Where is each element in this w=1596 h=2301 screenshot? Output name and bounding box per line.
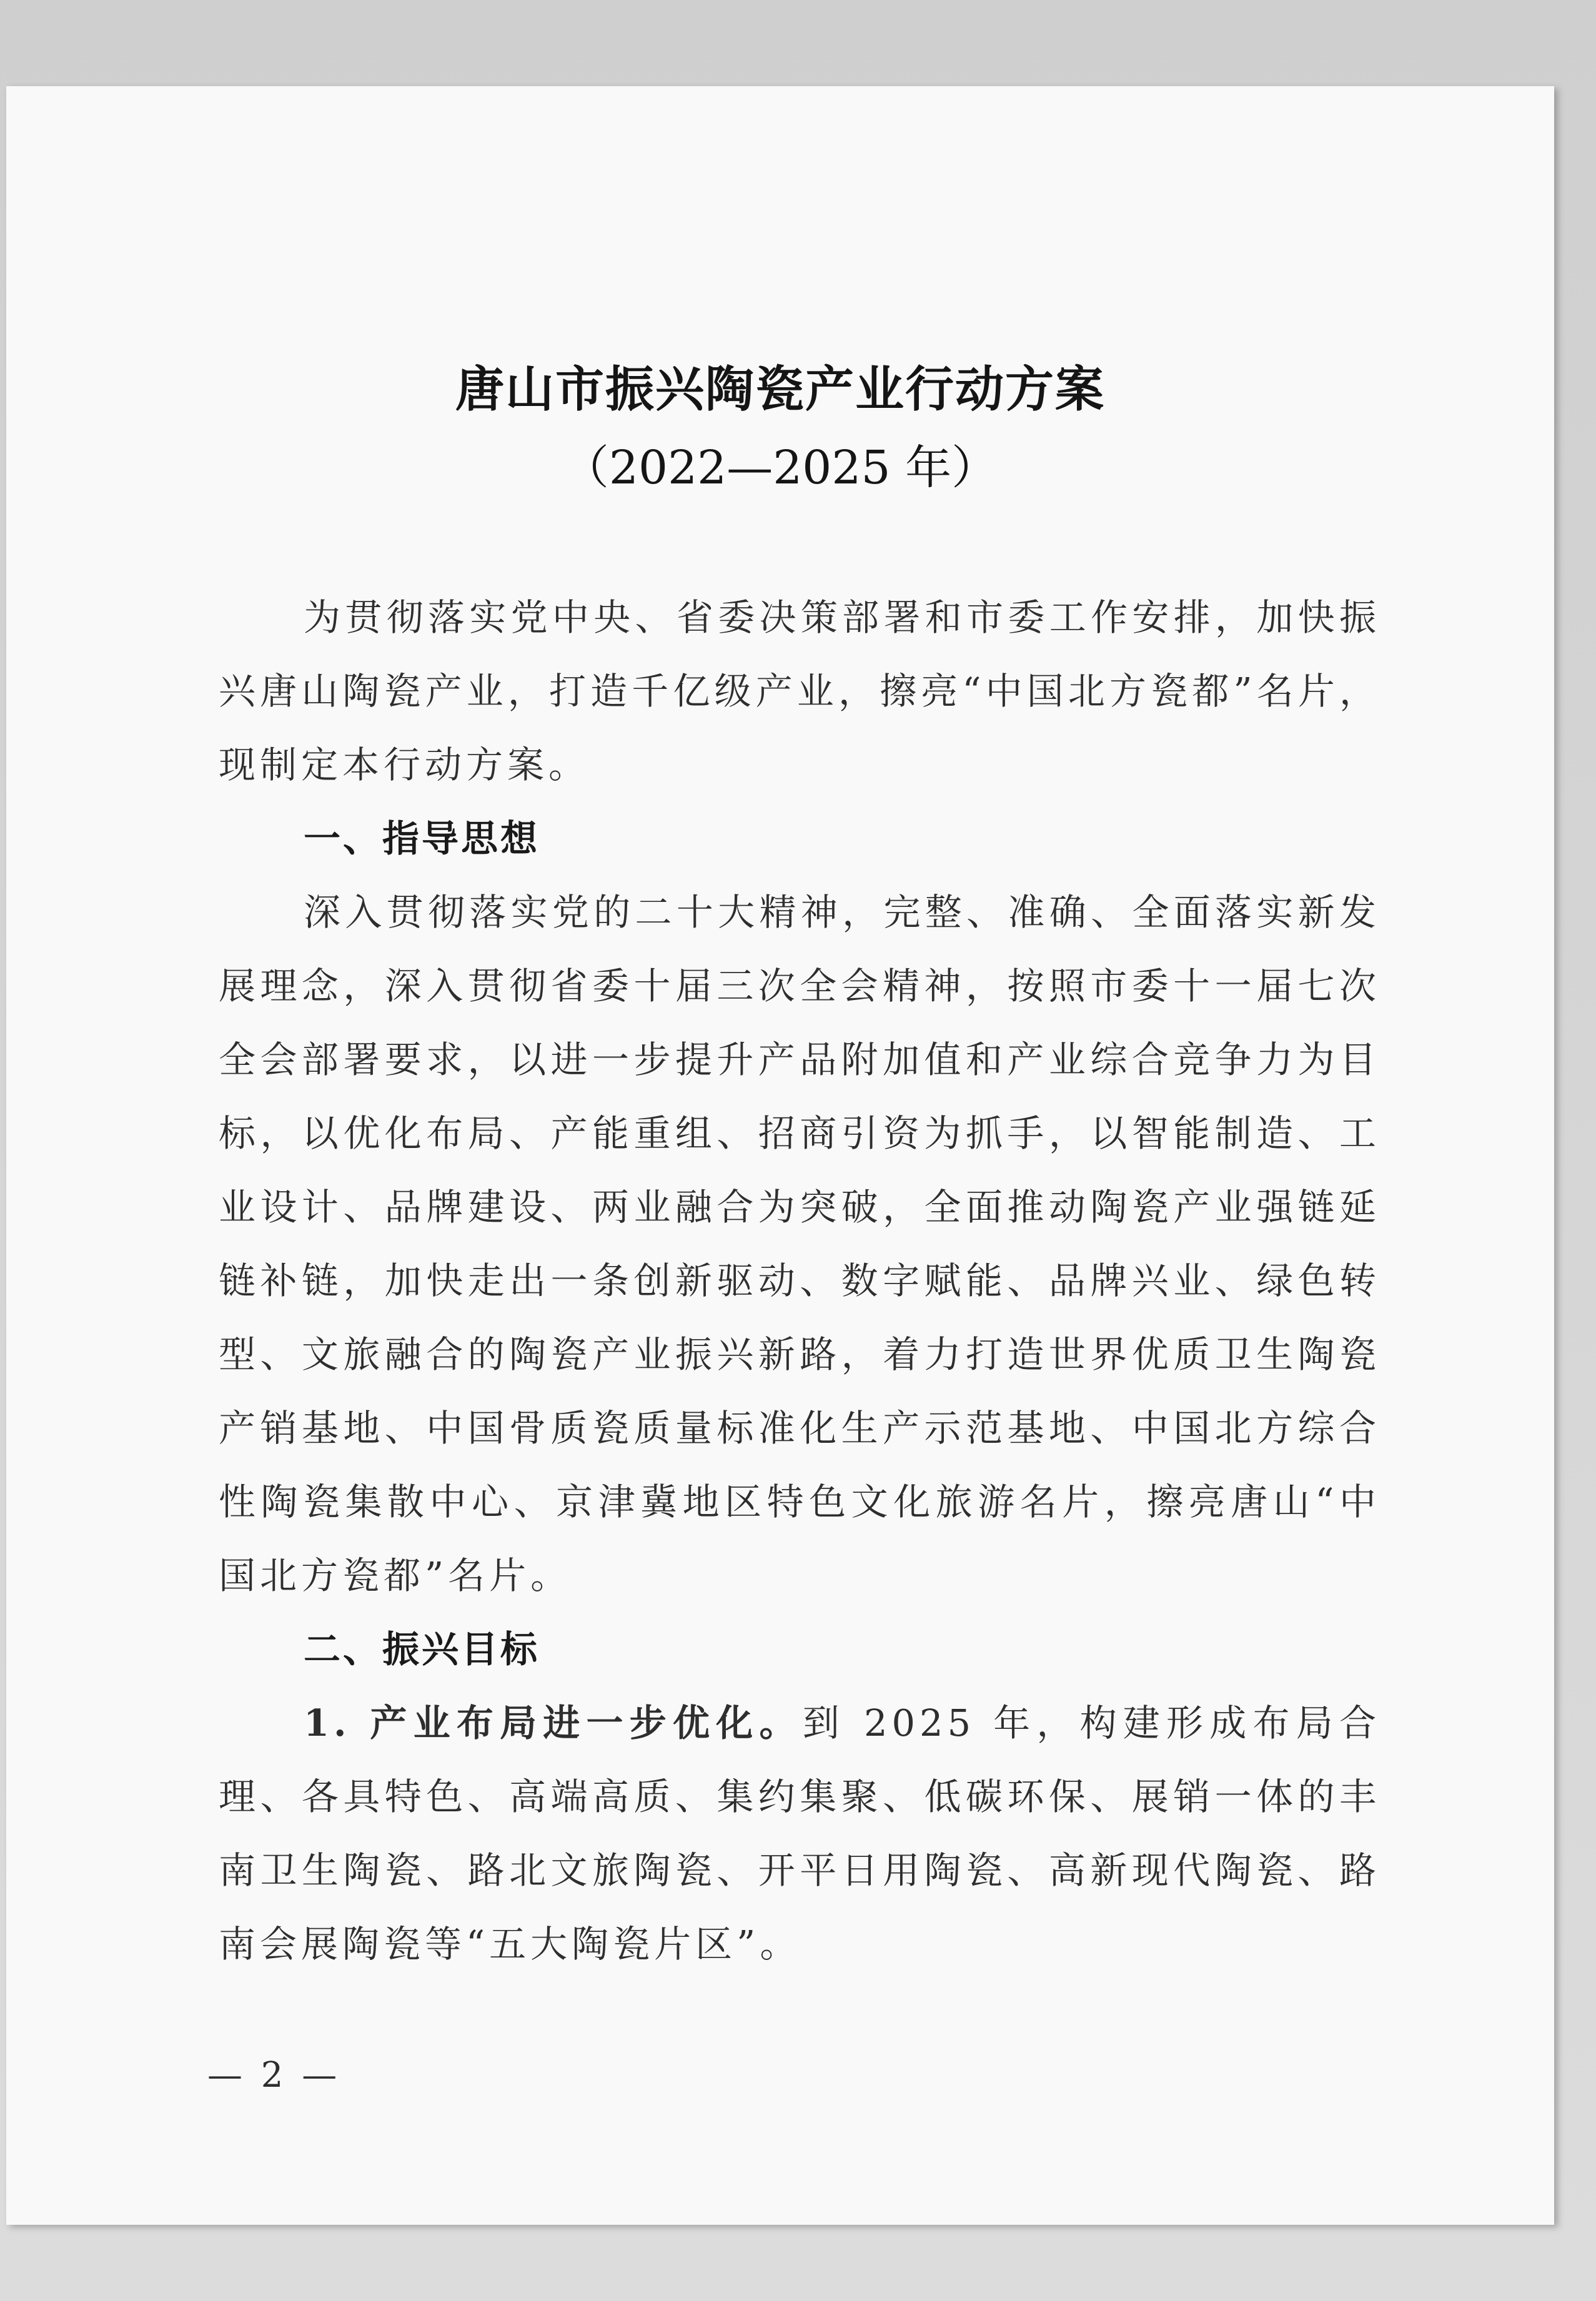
goal-item-1-lead: 1. 产业布局进一步优化。	[304, 1701, 803, 1744]
document-title: 唐山市振兴陶瓷产业行动方案	[455, 361, 1105, 418]
page-number: — 2 —	[207, 2055, 341, 2096]
document-page	[6, 86, 1554, 2225]
goal-item-1-paragraph	[219, 1686, 1380, 1981]
section-heading-revitalization-goals: 二、振兴目标	[304, 1628, 540, 1671]
goal-item-1-body: 到 2025 年，构建形成布局合理、各具特色、高端高质、集约集聚、低碳环保、展销一体的丰南卫生陶瓷、路北文旅陶瓷、开平日用陶瓷、高新现代陶瓷、路南会展陶瓷等“五大陶瓷片区”。	[219, 1701, 1380, 1966]
section-heading-guiding-ideology: 一、指导思想	[304, 817, 540, 860]
intro-paragraph: 为贯彻落实党中央、省委决策部署和市委工作安排，加快振兴唐山陶瓷产业，打造千亿级产业，擦亮“中国北方瓷都”名片，现制定本行动方案。	[219, 596, 1380, 786]
document-subtitle: （2022—2025 年）	[562, 441, 998, 495]
guiding-ideology-paragraph: 深入贯彻落实党的二十大精神，完整、准确、全面落实新发展理念，深入贯彻省委十届三次全会精神，按照市委十一届七次全会部署要求，以进一步提升产品附加值和产业综合竞争力为目标，以优化布局、产能重组、招商引资为抓手，以智能制造、工业设计、品牌建设、两业融合为突破，全面推动陶瓷产业强链延链补链，加快走出一条创新驱动、数字赋能、品牌兴业、绿色转型、文旅融合的陶瓷产业振兴新路，着力打造世界优质卫生陶瓷产销基地、中国骨质瓷质量标准化生产示范基地、中国北方综合性陶瓷集散中心、京津冀地区特色文化旅游名片，擦亮唐山“中国北方瓷都”名片。	[219, 891, 1380, 1597]
